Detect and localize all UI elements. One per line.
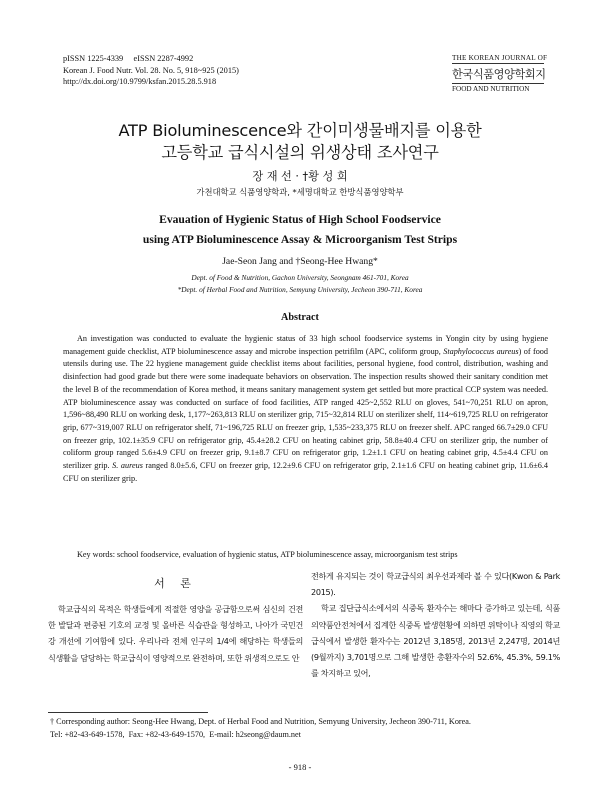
authors-ko: 장 재 선 · †황 성 희 xyxy=(252,170,348,183)
section-heading-introduction: 서 론 xyxy=(154,577,197,590)
affiliation-en-2: *Dept. of Herbal Food and Nutrition, Semyung University, Jecheon 390-711, Korea xyxy=(177,285,423,294)
journal-name-ko: 한국식품영양학회지 xyxy=(452,68,546,81)
footnote-line-1: † Corresponding author: Seong-Hee Hwang, Dept. of Herbal Food and Nutrition, Semyung University, Jecheon 390-711, Korea. xyxy=(50,717,471,726)
abstract-text-3: ranged 8.0±5.6, CFU on freezer grip, 12.2±9.6 CFU on refrigerator grip, 2.1±1.6 CFU on heating cabinet grip, 11.6±6.4 CFU on sterilizer grip. xyxy=(63,461,548,483)
journal-name-en-top: THE KOREAN JOURNAL OF xyxy=(452,54,548,62)
journal-info xyxy=(63,53,239,88)
title-en-line2: using ATP Bioluminescence Assay & Microorganism Test Strips xyxy=(142,233,458,246)
abstract-body xyxy=(63,333,548,485)
abstract-text-1: An investigation was conducted to evaluate the hygienic status of 33 high school foodservice systems in Yongin city by using hygiene management guide checklist, ATP bioluminescence assay and microbe inspection petrifilm (APC, coliform group, xyxy=(63,334,548,356)
abstract-italic-2: S. aureus xyxy=(112,461,143,471)
intro-paragraph-1-cont: 전하게 유지되는 것이 학교급식의 최우선과제라 볼 수 있다(Kwon & Park 2015). xyxy=(311,571,560,598)
abstract-text-2: ) of food utensils during use. The 22 hygiene management guide checklist items about facilities, personal hygiene, food control, distribution, washing and disinfection had good grade but there were some inadequate behaviors on observation. The inspection results showed their sanitary condition met the level B of the recommendation of Korea method, it means sanitary management system get settled but more practical CCP system was needed. ATP bioluminescence assay was conducted on surface of food facilities, ATP ranged 425~2,552 RLU on gloves, 541~70,251 RLU on apron, 1,596~88,490 RLU on working desk, 1,177~263,813 RLU on sterilizer grip, 715~32,814 RLU on sterilizer shelf, 114~619,725 RLU on refrigerator grip, 677~319,007 RLU on refrigerator shelf, 71~196,725 RLU on freezer grip, 1,535~233,375 RLU on freezer shelf. APC ranged 66.7±29.0 CFU on freezer grip, 102.1±35.9 CFU on refrigerator grip, 45.4±28.2 CFU on heating cabinet grip, 58.8±40.4 CFU on sterilizer grip, the number of coliform group ranged 5.6±4.9 CFU on freezer grip, 9.1±8.7 CFU on refrigerator grip, 1.2±1.1 CFU on heating cabinet grip, 4.5±4.4 CFU on sterilizer grip. xyxy=(63,346,548,471)
page-number: - 918 - xyxy=(288,762,312,772)
footnote-line-2: Tel: +82-43-649-1578, Fax: +82-43-649-1570, E-mail: h2seong@daum.net xyxy=(50,729,301,739)
abstract-heading: Abstract xyxy=(281,312,319,323)
title-ko-line1: ATP Bioluminescence와 간이미생물배지를 이용한 xyxy=(118,121,482,140)
doi-line[interactable]: http://dx.doi.org/10.9799/ksfan.2015.28.5.918 xyxy=(63,77,217,86)
left-column xyxy=(48,601,303,666)
title-ko-line2: 고등학교 급식시설의 위생상태 조사연구 xyxy=(161,143,439,162)
right-column xyxy=(311,568,560,681)
journal-logo xyxy=(452,54,548,93)
issn-line: pISSN 1225-4339 eISSN 2287-4992 xyxy=(63,54,194,63)
affiliation-en-1: Dept. of Food & Nutrition, Gachon University, Seongnam 461-701, Korea xyxy=(191,273,409,282)
journal-name-en-bottom: FOOD AND NUTRITION xyxy=(452,83,544,93)
affiliation-ko: 가천대학교 식품영양학과, *세명대학교 한방식품영양학부 xyxy=(196,187,404,197)
keywords: Key words: school foodservice, evaluation of hygienic status, ATP bioluminescence assay, microorganism test strips xyxy=(77,550,458,559)
abstract-italic-1: Staphylococcus aureus xyxy=(443,346,519,356)
authors-en: Jae-Seon Jang and †Seong-Hee Hwang* xyxy=(222,256,378,267)
footnote-divider xyxy=(48,712,208,713)
citation-line: Korean J. Food Nutr. Vol. 28. No. 5, 918~925 (2015) xyxy=(63,65,239,75)
footnote xyxy=(50,716,560,742)
title-en-line1: Evauation of Hygienic Status of High School Foodservice xyxy=(159,213,441,226)
intro-paragraph-1: 학교급식의 목적은 학생들에게 적절한 영양을 공급함으로써 심신의 건전한 발달과 편중된 기호의 교정 및 올바른 식습관을 형성하고, 나아가 국민건강 개선에 기여함에 있다. 우리나라 전체 인구의 1/4에 해당하는 학생들의 식생활을 담당하는 학교급식이 영양적으로 완전하며, 또한 위생적으로도 안 xyxy=(48,604,303,663)
intro-paragraph-2: 학교 집단급식소에서의 식중독 환자수는 해마다 증가하고 있는데, 식품의약품안전처에서 집계한 식중독 발생현황에 의하면 위탁이나 직영의 학교급식에서 발생한 환자수는 2012년 3,185명, 2013년 2,247명, 2014년(9월까지) 3,701명으로 그해 발생한 총환자수의 52.6%, 45.3%, 59.1%를 차지하고 있어, xyxy=(311,603,560,679)
